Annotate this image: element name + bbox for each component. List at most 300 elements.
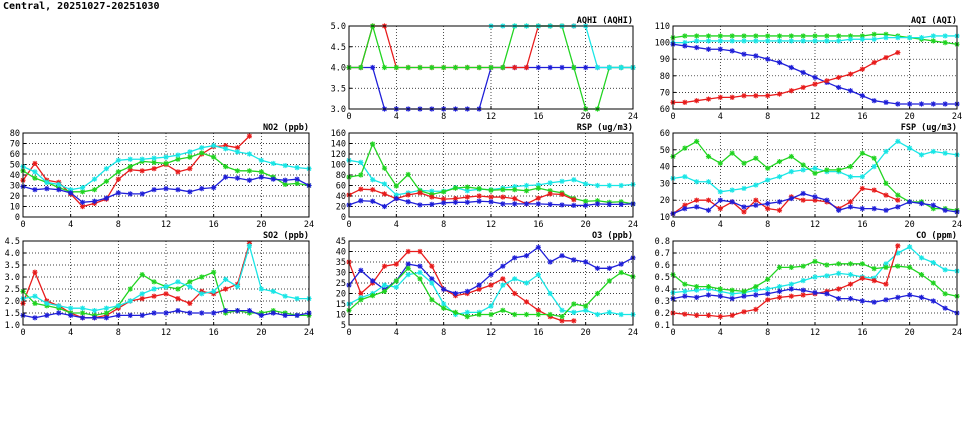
data-point xyxy=(694,295,699,300)
data-point xyxy=(595,266,600,271)
data-point xyxy=(872,278,877,283)
x-tick-label: 12 xyxy=(485,328,497,338)
data-point xyxy=(706,313,711,318)
x-tick-label: 4 xyxy=(717,112,723,122)
data-point xyxy=(536,201,541,206)
x-tick-label: 12 xyxy=(160,220,172,230)
data-point xyxy=(140,191,145,196)
data-point xyxy=(812,75,817,80)
data-point xyxy=(777,284,782,289)
data-point xyxy=(931,298,936,303)
data-point xyxy=(931,38,936,43)
data-point xyxy=(706,33,711,38)
data-point xyxy=(812,82,817,87)
data-point xyxy=(607,266,612,271)
data-point xyxy=(943,267,948,272)
data-point xyxy=(571,197,576,202)
series-red xyxy=(670,243,900,319)
data-point xyxy=(536,196,541,201)
data-point xyxy=(789,169,794,174)
data-point xyxy=(812,290,817,295)
data-point xyxy=(907,35,912,40)
data-point xyxy=(824,33,829,38)
data-point xyxy=(730,313,735,318)
data-point xyxy=(836,167,841,172)
data-point xyxy=(44,301,49,306)
data-point xyxy=(694,45,699,50)
data-point xyxy=(571,257,576,262)
data-point xyxy=(80,200,85,205)
y-tick-label: 120 xyxy=(330,150,346,160)
y-tick-label: 0.5 xyxy=(654,273,670,283)
data-point xyxy=(140,157,145,162)
data-point xyxy=(223,277,228,282)
data-point xyxy=(223,164,228,169)
data-point xyxy=(741,289,746,294)
data-point xyxy=(848,272,853,277)
data-point xyxy=(271,161,276,166)
data-point xyxy=(44,180,49,185)
x-tick-label: 8 xyxy=(765,328,771,338)
data-point xyxy=(559,179,564,184)
data-point xyxy=(777,289,782,294)
data-point xyxy=(163,310,168,315)
data-point xyxy=(500,201,505,206)
data-point xyxy=(682,206,687,211)
data-point xyxy=(718,189,723,194)
data-point xyxy=(199,150,204,155)
data-point xyxy=(453,291,458,296)
data-point xyxy=(848,282,853,287)
data-point xyxy=(199,291,204,296)
data-point xyxy=(595,291,600,296)
data-point xyxy=(283,294,288,299)
data-point xyxy=(128,313,133,318)
data-point xyxy=(477,193,482,198)
data-point xyxy=(187,189,192,194)
data-point xyxy=(163,161,168,166)
data-point xyxy=(92,177,97,182)
data-point xyxy=(394,285,399,290)
data-point xyxy=(512,255,517,260)
series-line xyxy=(23,146,309,190)
data-point xyxy=(824,38,829,43)
data-point xyxy=(583,259,588,264)
data-point xyxy=(406,266,411,271)
data-point xyxy=(187,155,192,160)
data-point xyxy=(548,259,553,264)
y-tick-label: 4.5 xyxy=(4,237,20,247)
y-tick-label: 20 xyxy=(335,202,346,213)
chart-panel-co xyxy=(655,231,962,338)
data-point xyxy=(68,190,73,195)
data-point xyxy=(812,274,817,279)
data-point xyxy=(836,75,841,80)
data-point xyxy=(836,38,841,43)
y-tick-label: 1.5 xyxy=(4,309,20,319)
data-point xyxy=(477,312,482,317)
x-tick-label: 12 xyxy=(809,112,821,122)
data-point xyxy=(512,291,517,296)
data-point xyxy=(943,208,948,213)
data-point xyxy=(104,310,109,315)
data-point xyxy=(370,141,375,146)
data-point xyxy=(777,265,782,270)
data-point xyxy=(801,198,806,203)
data-point xyxy=(271,310,276,315)
data-point xyxy=(801,288,806,293)
data-point xyxy=(706,208,711,213)
data-point xyxy=(294,296,299,301)
data-point xyxy=(477,65,482,70)
data-point xyxy=(607,310,612,315)
x-tick-label: 4 xyxy=(393,220,399,230)
data-point xyxy=(718,286,723,291)
data-point xyxy=(883,149,888,154)
data-point xyxy=(848,296,853,301)
data-point xyxy=(175,286,180,291)
data-point xyxy=(801,167,806,172)
data-point xyxy=(283,163,288,168)
data-point xyxy=(32,161,37,166)
page-title: Central, 20251027-20251030 xyxy=(3,1,160,12)
data-point xyxy=(394,278,399,283)
y-tick-label: 40 xyxy=(659,162,670,173)
data-point xyxy=(883,208,888,213)
data-point xyxy=(718,198,723,203)
data-point xyxy=(140,313,145,318)
data-point xyxy=(128,286,133,291)
data-point xyxy=(441,200,446,205)
y-tick-label: 4.0 xyxy=(330,63,346,74)
y-tick-label: 80 xyxy=(659,71,670,82)
data-point xyxy=(872,300,877,305)
data-point xyxy=(370,187,375,192)
data-point xyxy=(247,134,252,139)
data-point xyxy=(777,60,782,65)
data-point xyxy=(883,181,888,186)
data-point xyxy=(429,65,434,70)
y-tick-label: 5.0 xyxy=(330,22,346,32)
data-point xyxy=(812,33,817,38)
data-point xyxy=(777,174,782,179)
x-tick-label: 0 xyxy=(20,220,26,230)
data-point xyxy=(895,264,900,269)
y-tick-label: 60 xyxy=(335,181,346,192)
data-point xyxy=(571,301,576,306)
data-point xyxy=(259,158,264,163)
data-point xyxy=(682,289,687,294)
data-point xyxy=(706,38,711,43)
data-point xyxy=(765,177,770,182)
data-point xyxy=(128,191,133,196)
data-point xyxy=(741,204,746,209)
data-point xyxy=(824,167,829,172)
chart-panel-aqhi xyxy=(331,16,638,122)
data-point xyxy=(741,161,746,166)
data-point xyxy=(80,315,85,320)
x-tick-label: 12 xyxy=(485,220,497,230)
y-tick-label: 160 xyxy=(330,129,346,139)
y-tick-label: 60 xyxy=(659,129,670,139)
data-point xyxy=(883,35,888,40)
x-tick-label: 4 xyxy=(717,328,723,338)
data-point xyxy=(465,194,470,199)
x-tick-label: 0 xyxy=(20,328,26,338)
data-point xyxy=(789,282,794,287)
data-point xyxy=(694,98,699,103)
x-tick-label: 8 xyxy=(115,220,121,230)
data-point xyxy=(429,297,434,302)
data-point xyxy=(836,261,841,266)
series-blue xyxy=(346,245,635,296)
data-point xyxy=(524,65,529,70)
data-point xyxy=(571,203,576,208)
data-point xyxy=(895,139,900,144)
series-line xyxy=(673,53,898,103)
data-point xyxy=(682,174,687,179)
data-point xyxy=(223,286,228,291)
data-point xyxy=(406,249,411,254)
data-point xyxy=(44,186,49,191)
data-point xyxy=(488,194,493,199)
data-point xyxy=(883,100,888,105)
data-point xyxy=(32,301,37,306)
data-point xyxy=(44,313,49,318)
data-point xyxy=(848,204,853,209)
data-point xyxy=(175,308,180,313)
data-point xyxy=(682,43,687,48)
data-point xyxy=(32,169,37,174)
data-point xyxy=(247,151,252,156)
data-point xyxy=(607,278,612,283)
data-point xyxy=(358,160,363,165)
x-tick-label: 8 xyxy=(441,220,447,230)
data-point xyxy=(536,65,541,70)
data-point xyxy=(453,310,458,315)
y-tick-label: 0.6 xyxy=(654,261,670,271)
data-point xyxy=(382,264,387,269)
y-tick-label: 140 xyxy=(330,139,346,150)
data-point xyxy=(718,161,723,166)
data-point xyxy=(730,288,735,293)
data-point xyxy=(548,65,553,70)
data-point xyxy=(765,166,770,171)
data-point xyxy=(718,294,723,299)
data-point xyxy=(706,292,711,297)
data-point xyxy=(235,168,240,173)
data-point xyxy=(358,198,363,203)
data-point xyxy=(824,262,829,267)
data-point xyxy=(682,282,687,287)
data-point xyxy=(104,179,109,184)
data-point xyxy=(488,199,493,204)
data-point xyxy=(848,164,853,169)
data-point xyxy=(943,291,948,296)
data-point xyxy=(872,32,877,37)
y-tick-label: 4.0 xyxy=(4,249,20,259)
data-point xyxy=(943,306,948,311)
data-point xyxy=(789,265,794,270)
data-point xyxy=(406,272,411,277)
data-point xyxy=(488,312,493,317)
data-point xyxy=(211,289,216,294)
x-tick-label: 24 xyxy=(303,328,315,338)
data-point xyxy=(883,55,888,60)
data-point xyxy=(548,180,553,185)
data-point xyxy=(741,52,746,57)
y-tick-label: 40 xyxy=(335,247,346,258)
data-point xyxy=(441,287,446,292)
chart-title: AQI (AQI) xyxy=(910,16,957,26)
x-tick-label: 16 xyxy=(208,328,219,338)
data-point xyxy=(765,201,770,206)
data-point xyxy=(872,164,877,169)
data-point xyxy=(559,192,564,197)
data-point xyxy=(92,315,97,320)
data-point xyxy=(682,294,687,299)
data-point xyxy=(789,88,794,93)
data-point xyxy=(824,291,829,296)
x-tick-label: 12 xyxy=(809,220,821,230)
chart-panel-aqi xyxy=(655,16,962,122)
data-point xyxy=(895,295,900,300)
data-point xyxy=(741,93,746,98)
data-point xyxy=(801,264,806,269)
data-point xyxy=(706,284,711,289)
data-point xyxy=(741,309,746,314)
data-point xyxy=(524,201,529,206)
x-tick-label: 24 xyxy=(627,328,639,338)
data-point xyxy=(223,175,228,180)
data-point xyxy=(931,33,936,38)
chart-title: AQHI (AQHI) xyxy=(576,16,633,26)
data-point xyxy=(801,292,806,297)
data-point xyxy=(619,202,624,207)
data-point xyxy=(128,298,133,303)
y-tick-label: 2.5 xyxy=(4,285,20,295)
data-point xyxy=(199,310,204,315)
data-point xyxy=(358,187,363,192)
data-point xyxy=(595,312,600,317)
data-point xyxy=(931,149,936,154)
data-point xyxy=(151,166,156,171)
data-point xyxy=(524,312,529,317)
data-point xyxy=(512,196,517,201)
data-point xyxy=(477,199,482,204)
y-tick-label: 35 xyxy=(335,258,346,268)
data-point xyxy=(718,33,723,38)
data-point xyxy=(753,93,758,98)
data-point xyxy=(559,253,564,258)
data-point xyxy=(235,149,240,154)
data-point xyxy=(860,151,865,156)
data-point xyxy=(583,65,588,70)
y-tick-label: 60 xyxy=(9,150,20,160)
data-point xyxy=(777,91,782,96)
data-point xyxy=(294,177,299,182)
x-tick-label: 20 xyxy=(580,328,591,338)
data-point xyxy=(500,283,505,288)
data-point xyxy=(175,279,180,284)
series-cyan xyxy=(670,244,959,296)
data-point xyxy=(32,176,37,181)
data-point xyxy=(777,295,782,300)
x-tick-label: 24 xyxy=(627,112,639,122)
data-point xyxy=(919,295,924,300)
x-tick-label: 24 xyxy=(303,220,315,230)
data-point xyxy=(140,168,145,173)
y-tick-label: 4.5 xyxy=(330,42,346,53)
data-point xyxy=(883,297,888,302)
data-point xyxy=(406,172,411,177)
y-tick-label: 0 xyxy=(340,213,346,223)
y-tick-label: 3.5 xyxy=(4,261,20,271)
data-point xyxy=(199,274,204,279)
data-point xyxy=(56,182,61,187)
data-point xyxy=(753,33,758,38)
data-point xyxy=(789,38,794,43)
data-point xyxy=(211,143,216,148)
data-point xyxy=(488,304,493,309)
chart-title: O3 (ppb) xyxy=(592,231,633,241)
chart-panel-fsp xyxy=(660,123,962,230)
x-tick-label: 4 xyxy=(393,112,399,122)
data-point xyxy=(895,35,900,40)
chart-title: CO (ppm) xyxy=(916,231,957,241)
data-point xyxy=(836,208,841,213)
x-tick-label: 24 xyxy=(951,328,963,338)
y-tick-label: 100 xyxy=(330,160,346,171)
data-point xyxy=(199,186,204,191)
data-point xyxy=(465,65,470,70)
data-point xyxy=(860,186,865,191)
data-point xyxy=(140,272,145,277)
data-point xyxy=(777,208,782,213)
x-tick-label: 8 xyxy=(441,328,447,338)
x-tick-label: 8 xyxy=(765,112,771,122)
data-point xyxy=(247,243,252,248)
data-point xyxy=(872,188,877,193)
data-point xyxy=(406,65,411,70)
y-tick-label: 3.5 xyxy=(330,84,346,95)
x-tick-label: 20 xyxy=(580,220,591,230)
x-tick-label: 24 xyxy=(627,220,639,230)
x-tick-label: 20 xyxy=(256,328,267,338)
data-point xyxy=(765,206,770,211)
data-point xyxy=(417,249,422,254)
data-point xyxy=(417,270,422,275)
y-tick-label: 50 xyxy=(659,145,670,156)
data-point xyxy=(417,65,422,70)
x-tick-label: 20 xyxy=(904,112,915,122)
data-point xyxy=(382,181,387,186)
data-point xyxy=(836,296,841,301)
data-point xyxy=(441,189,446,194)
data-point xyxy=(848,72,853,77)
data-point xyxy=(512,187,517,192)
data-point xyxy=(895,193,900,198)
x-tick-label: 0 xyxy=(346,328,352,338)
data-point xyxy=(753,182,758,187)
data-point xyxy=(394,65,399,70)
data-point xyxy=(223,308,228,313)
data-point xyxy=(872,37,877,42)
data-point xyxy=(607,65,612,70)
y-tick-label: 40 xyxy=(335,192,346,202)
data-point xyxy=(619,312,624,317)
data-point xyxy=(694,313,699,318)
